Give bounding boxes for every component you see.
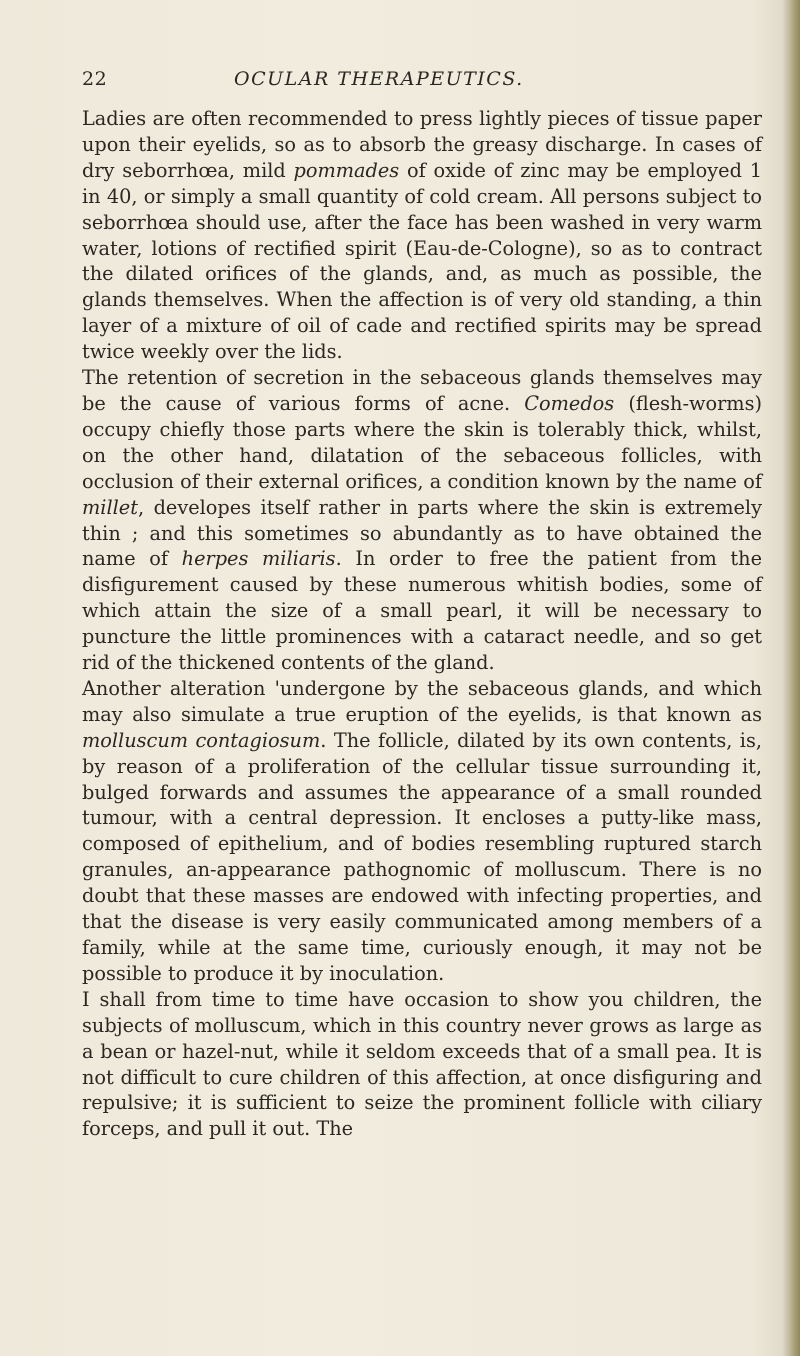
book-spine-shadow xyxy=(782,0,800,1356)
italic-term: millet xyxy=(82,495,138,519)
italic-term: pommades xyxy=(293,158,400,182)
italic-term: Comedos xyxy=(524,391,615,415)
paragraph-seborrhoea-treatment xyxy=(82,106,762,365)
text-run: . The follicle, dilated by its own contents, is, by reason of a proliferation of the cellular tissue surrounding it, bulged forwards and assumes the appearance of a small rounded tumour, with a central depression. It encloses a putty-like mass, composed of epithelium, and of bodies resembling ruptured starch granules, an-appearance pathognomic of molluscum. There is no doubt that these masses are endowed with infecting properties, and that the disease is very easily communicated among members of a family, while at the same time, curiously enough, it may not be possible to produce it by inoculation. xyxy=(82,728,762,985)
text-run: of oxide of zinc may be employed 1 in 40, or simply a small quantity of cold cream. All persons subject to seborrhœa should use, after the face has been washed in very warm water, lotions of rectified spirit (Eau-de-Cologne), so as to contract the dilated orifices of the glands, and, as much as possible, the glands themselves. When the affection is of very old standing, a thin layer of a mixture of oil of cade and rectified spirits may be spread twice weekly over the lids. xyxy=(82,158,762,364)
text-run: I shall from time to time have occasion to show you children, the subjects of molluscum, which in this country never grows as large as a bean or hazel-nut, while it seldom exceeds that of a small pea. It is not difficult to cure children of this affection, at once disfiguring and repulsive; it is sufficient to seize the prominent follicle with ciliary forceps, and pull it out. The xyxy=(82,987,762,1141)
paragraph-molluscum-contagiosum xyxy=(82,676,762,987)
text-run: (flesh-worms) occupy chiefly those parts where the skin is tolerably thick, whilst, on the other hand, dilatation of the sebaceous follicles, with occlusion of their external orifices, a condition known by the name of xyxy=(82,391,763,493)
body-text xyxy=(82,106,762,1142)
text-run: The retention of secretion in the sebaceous glands themselves may be the cause of various forms of acne. xyxy=(82,366,762,415)
page-number: 22 xyxy=(82,68,108,90)
italic-term: molluscum contagiosum xyxy=(82,728,321,752)
text-run: , developes itself rather in parts where the skin is extremely thin ; and this sometimes so abundantly as to have obtained the name of xyxy=(82,495,762,571)
page-header xyxy=(82,68,782,98)
paragraph-acne-comedos xyxy=(82,365,762,676)
paragraph-molluscum-cure xyxy=(82,987,762,1142)
running-title: OCULAR THERAPEUTICS. xyxy=(234,68,524,90)
italic-term: herpes miliaris xyxy=(181,547,336,571)
text-run: . In order to free the patient from the disfigurement caused by these numerous whitish bodies, some of which attain the size of a small pearl, it will be necessary to puncture the little prominences with a cataract needle, and so get rid of the thickened contents of the gland. xyxy=(82,547,762,675)
text-run: Another alteration 'undergone by the sebaceous glands, and which may also simulate a true eruption of the eyelids, is that known as xyxy=(82,676,762,726)
text-run: Ladies are often recommended to press lightly pieces of tissue paper upon their eyelids, so as to absorb the greasy discharge. In cases of dry seborrhœa, mild xyxy=(82,107,762,182)
